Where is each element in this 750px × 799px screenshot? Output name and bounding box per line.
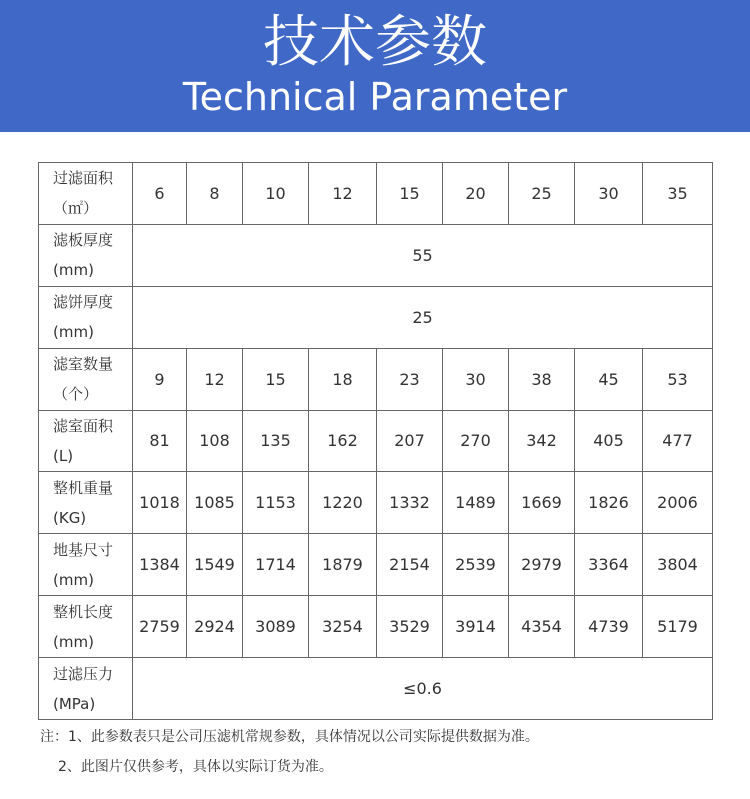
table-row: [39, 286, 713, 348]
table-cell: 405: [575, 410, 643, 472]
footnote-2: 2、此图片仅供参考，具体以实际订货为准。: [58, 759, 333, 775]
row-label: 地基尺寸 (mm): [39, 534, 133, 596]
table-cell: 342: [509, 410, 575, 472]
table-cell-merged: 55: [133, 224, 713, 286]
row-label: 过滤面积 （㎡）: [39, 163, 133, 225]
table-cell: 108: [187, 410, 243, 472]
table-cell: 3089: [243, 596, 309, 658]
table-cell: 477: [643, 410, 713, 472]
table-cell: 3364: [575, 534, 643, 596]
table-cell: 25: [509, 163, 575, 225]
table-cell: 4354: [509, 596, 575, 658]
table-cell: 1018: [133, 472, 187, 534]
table-cell: 2539: [443, 534, 509, 596]
table-cell: 1714: [243, 534, 309, 596]
table-cell: 162: [309, 410, 377, 472]
table-cell: 3529: [377, 596, 443, 658]
table-cell: 35: [643, 163, 713, 225]
table-cell: 18: [309, 348, 377, 410]
row-label: 滤饼厚度 (mm): [39, 286, 133, 348]
table-cell: 207: [377, 410, 443, 472]
table-cell: 30: [575, 163, 643, 225]
footnote-1: 注：1、此参数表只是公司压滤机常规参数，具体情况以公司实际提供数据为准。: [40, 729, 539, 745]
table-row: [39, 410, 713, 472]
row-label: 滤室面积 (L): [39, 410, 133, 472]
row-label: 整机长度 (mm): [39, 596, 133, 658]
table-cell: 30: [443, 348, 509, 410]
table-cell: 1153: [243, 472, 309, 534]
table-cell: 10: [243, 163, 309, 225]
table-cell: 2759: [133, 596, 187, 658]
table-cell: 38: [509, 348, 575, 410]
row-label: 滤板厚度 (mm): [39, 224, 133, 286]
table-cell: 3254: [309, 596, 377, 658]
table-cell: 1332: [377, 472, 443, 534]
table-cell: 12: [309, 163, 377, 225]
table-row: [39, 163, 713, 225]
table-cell: 1489: [443, 472, 509, 534]
table-cell: 15: [377, 163, 443, 225]
page-subtitle: Technical Parameter: [182, 75, 568, 119]
table-cell: 3804: [643, 534, 713, 596]
table-cell: 2924: [187, 596, 243, 658]
table-cell: 3914: [443, 596, 509, 658]
table-cell: 45: [575, 348, 643, 410]
table-cell: 81: [133, 410, 187, 472]
page-title: 技术参数: [263, 10, 487, 75]
table-cell-merged: 25: [133, 286, 713, 348]
table-cell: 1669: [509, 472, 575, 534]
table-row: [39, 596, 713, 658]
table-cell: 1085: [187, 472, 243, 534]
table-row: [39, 534, 713, 596]
row-label: 整机重量 (KG): [39, 472, 133, 534]
table-cell: 1220: [309, 472, 377, 534]
table-cell: 20: [443, 163, 509, 225]
parameter-table: [38, 162, 713, 720]
table-cell: 1879: [309, 534, 377, 596]
row-label: 过滤压力 (MPa): [39, 658, 133, 720]
footnotes: [40, 722, 539, 782]
table-cell: 2006: [643, 472, 713, 534]
table-cell: 135: [243, 410, 309, 472]
table-cell: 1826: [575, 472, 643, 534]
table-cell: 12: [187, 348, 243, 410]
table-cell: 8: [187, 163, 243, 225]
table-cell: 53: [643, 348, 713, 410]
table-cell: 1384: [133, 534, 187, 596]
table-cell: 15: [243, 348, 309, 410]
table-row: [39, 224, 713, 286]
table-cell: 5179: [643, 596, 713, 658]
table-cell: 2979: [509, 534, 575, 596]
table-row: [39, 658, 713, 720]
row-label: 滤室数量 （个）: [39, 348, 133, 410]
table-row: [39, 348, 713, 410]
table-cell: 9: [133, 348, 187, 410]
table-cell: 270: [443, 410, 509, 472]
table-cell: 4739: [575, 596, 643, 658]
header-banner: [0, 0, 750, 132]
table-cell-merged: ≤0.6: [133, 658, 713, 720]
table-cell: 6: [133, 163, 187, 225]
table-row: [39, 472, 713, 534]
table-cell: 1549: [187, 534, 243, 596]
table-cell: 2154: [377, 534, 443, 596]
table-cell: 23: [377, 348, 443, 410]
